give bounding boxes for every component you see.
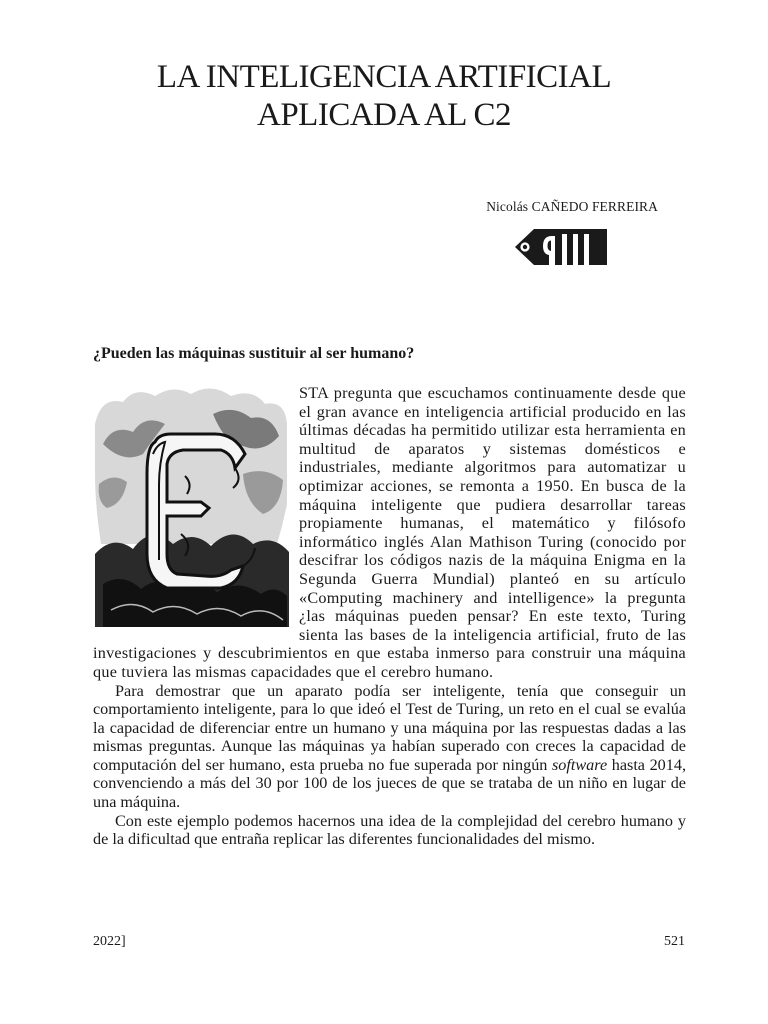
paragraph-2-italic-term: software bbox=[551, 755, 608, 774]
article-title-line-2: APLICADA AL C2 bbox=[257, 97, 511, 133]
illuminated-dropcap-e bbox=[93, 384, 290, 627]
army-branch-emblem-icon bbox=[512, 225, 609, 269]
paragraph-3: Con este ejemplo podemos hacernos una idea de la complejidad del cerebro humano y de la dificultad que entraña replicar las diferentes funcionalidades del mismo. bbox=[93, 811, 686, 849]
section-heading: ¿Pueden las máquinas sustituir al ser humano? bbox=[93, 345, 415, 362]
author-name: Nicolás CAÑEDO FERREIRA bbox=[486, 199, 658, 214]
paragraph-2 bbox=[93, 682, 686, 812]
article-title-line-1: LA INTELIGENCIA ARTIFICIAL bbox=[156, 59, 612, 95]
paragraph-2-text-b: hasta 2014, convenciendo a más del 30 por 100 de los jueces de que se trataba de un niño en lugar de una máquina. bbox=[93, 755, 686, 812]
article-body bbox=[93, 384, 686, 849]
footer-year: 2022] bbox=[93, 934, 126, 949]
article-title bbox=[0, 58, 768, 134]
page-number: 521 bbox=[664, 934, 685, 949]
paragraph-1: STA pregunta que escuchamos continuamente desde que el gran avance en inteligencia artificial producido en las últimas décadas ha permitido utilizar esta herramienta en multitud de aparatos y sistemas domésticos e industriales, mediante algoritmos para automatizar u optimizar acciones, se remonta a 1950. En busca de la máquina inteligente que pudiera desarrollar tareas propiamente humanas, el matemático y filósofo informático inglés Alan Mathison Turing (conocido por descifrar los códigos nazis de la máquina Enigma en la Segunda Guerra Mundial) planteó en su artículo «Computing machinery and intelligence» la pregunta ¿las máquinas pueden pensar? En este texto, Turing sienta las bases de la inteligencia artificial, fruto de las investigaciones y descubrimientos en que estaba inmerso para construir una máquina que tuviera las mismas capacidades que el cerebro humano. bbox=[93, 384, 686, 681]
paragraph-2-text-a: Para demostrar que un aparato podía ser inteligente, tenía que conseguir un comportamiento inteligente, para lo que ideó el Test de Turing, un reto en el cual se evalúa la capacidad de diferenciar entre un humano y una máquina por las respuestas dadas a las mismas preguntas. Aunque las máquinas ya habían superado con creces la capacidad de computación del ser humano, esta prueba no fue superada por ningún bbox=[93, 681, 686, 774]
